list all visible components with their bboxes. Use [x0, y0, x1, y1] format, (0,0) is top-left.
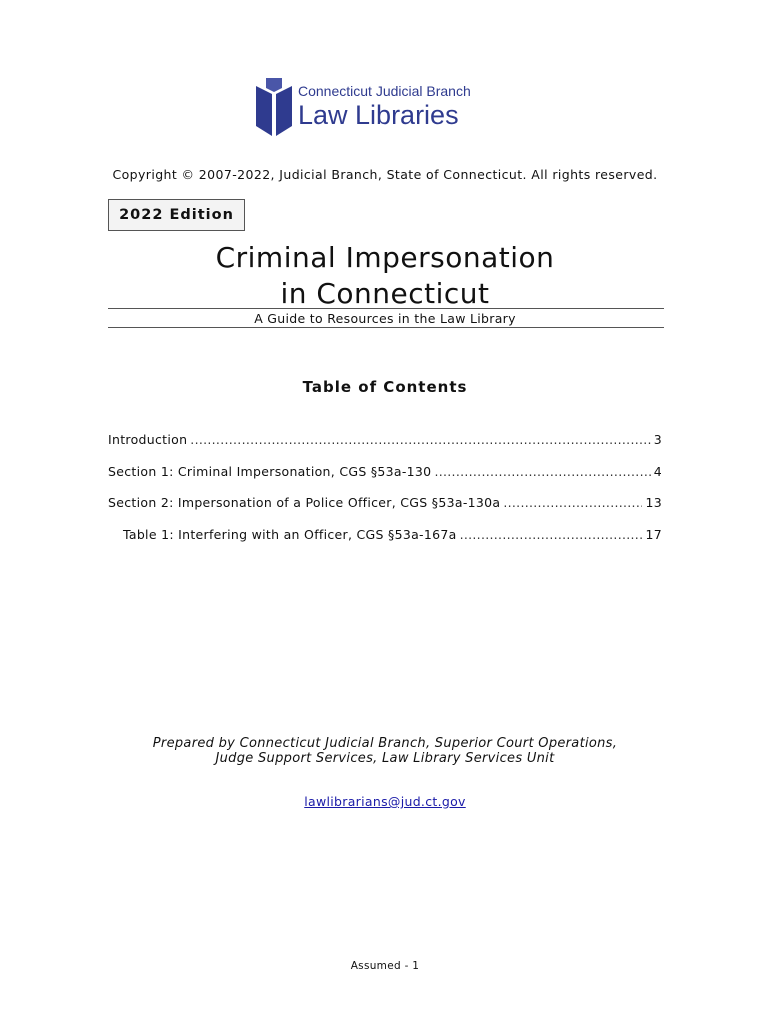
title-rule-top	[108, 308, 664, 309]
toc-entry-section-1[interactable]	[108, 464, 662, 479]
toc-leader-dots	[460, 527, 643, 542]
toc-entry-label: Introduction	[108, 432, 188, 447]
toc-entry-section-2[interactable]	[108, 495, 662, 510]
toc-entry-label: Section 1: Criminal Impersonation, CGS §53a-130	[108, 464, 432, 479]
logo-title: Law Libraries	[298, 100, 459, 130]
toc-entry-label: Section 2: Impersonation of a Police Officer, CGS §53a-130a	[108, 495, 501, 510]
title-line-1: Criminal Impersonation	[215, 241, 555, 274]
toc-leader-dots	[434, 464, 650, 479]
toc-entry-introduction[interactable]	[108, 432, 662, 447]
prepared-by-statement	[0, 736, 770, 766]
copyright-notice: Copyright © 2007-2022, Judicial Branch, State of Connecticut. All rights reserved.	[112, 167, 658, 182]
document-title	[0, 240, 770, 312]
title-line-2: in Connecticut	[280, 277, 490, 310]
toc-leader-dots	[190, 432, 650, 447]
email-link[interactable]: lawlibrarians@jud.ct.gov	[304, 794, 466, 809]
toc-leader-dots	[503, 495, 642, 510]
toc-heading: Table of Contents	[302, 378, 468, 396]
toc-entry-label: Table 1: Interfering with an Officer, CGS §53a-167a	[123, 527, 457, 542]
title-rule-bottom	[108, 327, 664, 328]
prepared-line-1: Prepared by Connecticut Judicial Branch, Superior Court Operations,	[152, 736, 618, 751]
contact-email	[0, 791, 770, 810]
toc-entry-page: 13	[645, 495, 662, 510]
edition-badge: 2022 Edition	[108, 199, 245, 231]
law-libraries-logo	[254, 78, 484, 140]
toc-entry-page: 4	[653, 464, 662, 479]
book-shield-icon	[254, 78, 294, 138]
prepared-line-2: Judge Support Services, Law Library Services Unit	[215, 751, 555, 766]
toc-entry-page: 17	[645, 527, 662, 542]
logo-org-name: Connecticut Judicial Branch	[298, 83, 471, 99]
toc-entry-page: 3	[653, 432, 662, 447]
page-footer: Assumed - 1	[350, 960, 420, 972]
toc-entry-table-1[interactable]	[123, 527, 662, 542]
document-subtitle: A Guide to Resources in the Law Library	[254, 311, 516, 326]
